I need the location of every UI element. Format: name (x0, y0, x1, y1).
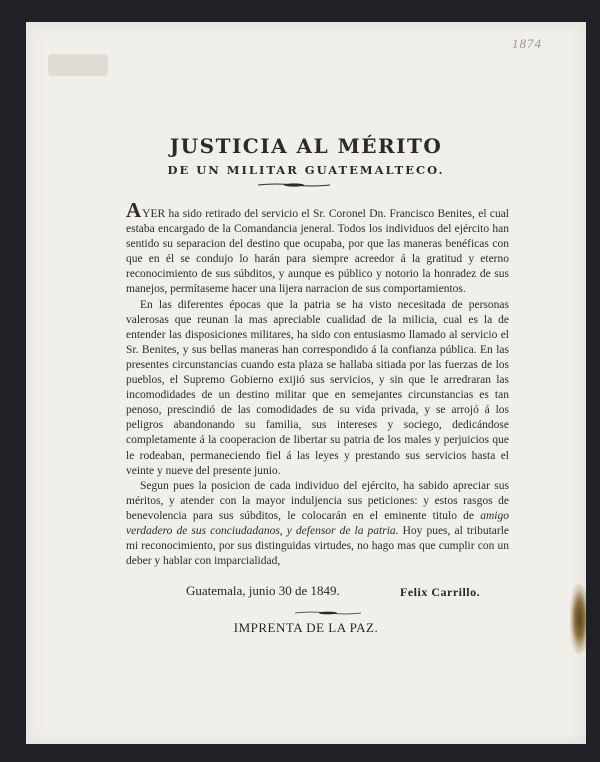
paragraph-1-text: YER ha sido retirado del servicio el Sr. Coronel Dn. Francisco Benites, el cual estaba encargado de la Comandancia jeneral. Todos los individuos del ejército han sentido su separacion del destino que ocupaba, por que las maneras benéficas con que en él se condujo lo harán para siempre acreedor á la gratitud y eterno reconocimiento de sus súbditos, y aunque es público y notorio la honradez de sus manejos, permítaseme hacer una lijera narracion de sus comportamientos. (126, 208, 509, 296)
paragraph-3-text-end: Hoy pues, al tributarle mi reconocimiento, por sus distinguidas virtudes, no hago mas que cumplir con un deber y hablar con imparcialidad, (126, 524, 509, 568)
paper-stain-right (570, 584, 586, 654)
paragraph-1 (126, 198, 509, 298)
pencil-annotation: 1874 (512, 36, 542, 51)
paragraph-3 (126, 479, 509, 570)
document-title: JUSTICIA AL MÉRITO (169, 134, 443, 158)
ornamental-rule (258, 182, 330, 188)
drop-cap: A (126, 198, 142, 222)
paper-stain (48, 54, 108, 76)
paragraph-3-text: Segun pues la posicion de cada individuo del ejército, ha sabido apreciar sus méritos, y atender con la mayor induljencia sus peticiones: y estos rasgos de benevolencia para sus súbditos, le colocarán en el eminente titulo de (126, 479, 509, 522)
document-body (126, 198, 509, 569)
paragraph-3-emphasis: amigo verdadero de sus conciudadanos, y defensor de la patria. (126, 509, 509, 537)
document-subtitle: DE UN MILITAR GUATEMALTECO. (167, 163, 445, 177)
paragraph-2: En las diferentes épocas que la patria se ha visto necesitada de personas valerosas que reunan la mas apreciable cualidad de la milicia, cual es la de entender las disposiciones militares, ha sido con entusiasmo llamado al servicio el Sr. Benites, y sus bellas maneras han correspondido á la confianza pública. En las presentes circunstancias cuando esta plaza se hallaba sitiada por las fuerzas de los pueblos, el Supremo Gobierno exijió sus servicios, y sin que le arredraran las incomodidades de un destino militar que en semejantes circunstancias es tan penoso, prescindió de las comodidades de su vida privada, y se arrojó á los peligros abandonando su familia, sus intereses y sociego, dedicándose completamente á la cooperacion de libertar su patria de los males y perjuicios que le rodeaban, permaneciendo fiel á las leyes y prestando sus servicios hasta el veinte y nueve del presente junio. (126, 298, 509, 477)
signature: Felix Carrillo. (400, 585, 481, 599)
ornamental-rule-bottom (295, 610, 361, 616)
document-page (26, 22, 586, 744)
place-date: Guatemala, junio 30 de 1849. (186, 583, 340, 598)
printer-imprint: IMPRENTA DE LA PAZ. (233, 620, 379, 635)
